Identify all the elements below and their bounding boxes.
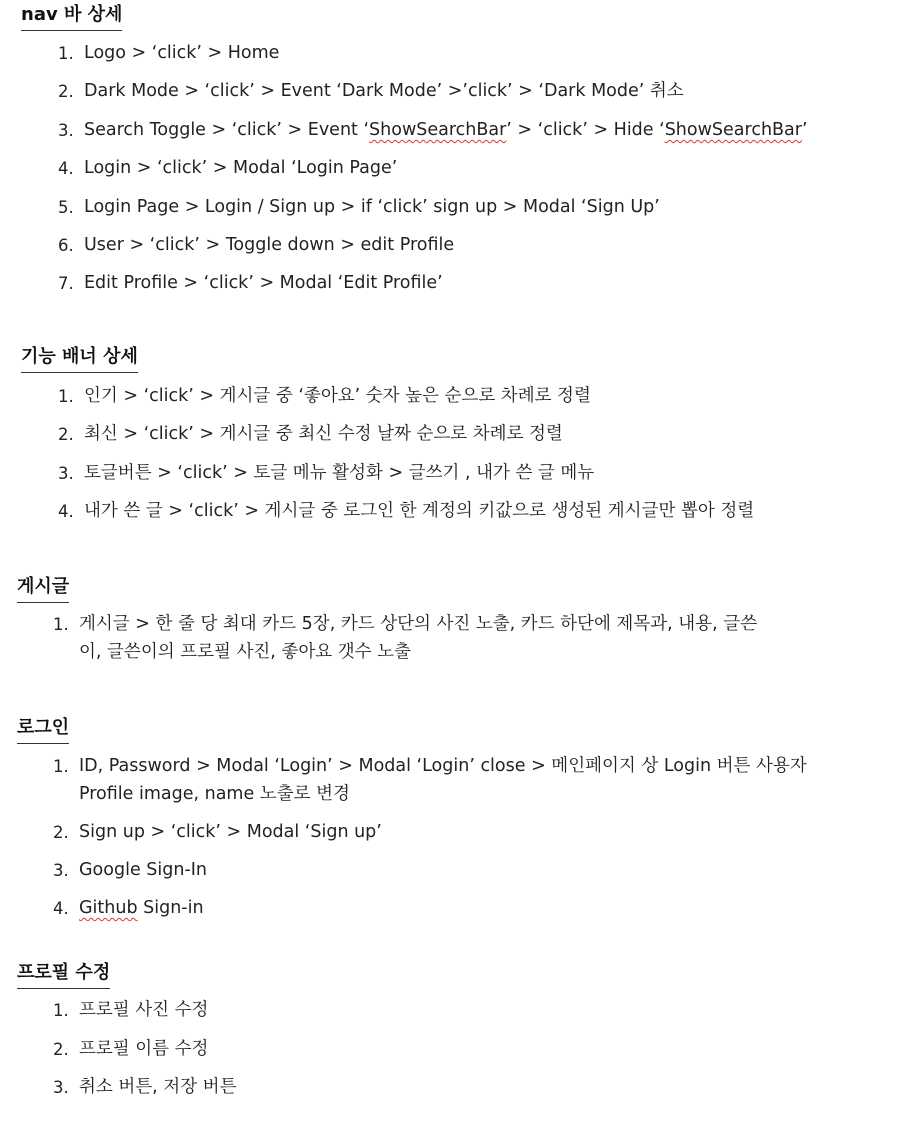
list-item: 2. Sign up > ‘click’ > Modal ‘Sign up’ xyxy=(53,822,382,842)
list-item: 3. 토글버튼 > ‘click’ > 토글 메뉴 활성화 > 글쓰기 , 내가 쓴 글 메뉴 xyxy=(58,463,595,483)
list-item: 5. Login Page > Login / Sign up > if ‘click’ sign up > Modal ‘Sign Up’ xyxy=(58,197,660,217)
list-item: 1. 인기 > ‘click’ > 게시글 중 ‘좋아요’ 숫자 높은 순으로 차례로 정렬 xyxy=(58,386,591,406)
posts-list xyxy=(53,610,757,666)
section-heading-login: 로그인 xyxy=(17,716,69,744)
spellcheck-word: Github xyxy=(79,898,138,918)
section-heading-feature-banner: 기능 배너 상세 xyxy=(21,345,138,373)
list-item: 4. Github Sign-in xyxy=(53,898,204,918)
list-item: 1. 게시글 > 한 줄 당 최대 카드 5장, 카드 상단의 사진 노출, 카드 하단에 제목과, 내용, 글쓴 이, 글쓴이의 프로필 사진, 좋아요 갯수 노출 xyxy=(53,614,758,662)
spellcheck-word: ShowSearchBar xyxy=(664,120,802,140)
list-item: 2. 최신 > ‘click’ > 게시글 중 최신 수정 날짜 순으로 차례로 정렬 xyxy=(58,424,563,444)
list-item: 1. Logo > ‘click’ > Home xyxy=(58,43,280,63)
list-item: 3. Search Toggle > ‘click’ > Event ‘ShowSearchBar’ > ‘click’ > Hide ‘ShowSearchBar’ xyxy=(58,120,808,140)
list-item: 2. Dark Mode > ‘click’ > Event ‘Dark Mode’ >’click’ > ‘Dark Mode’ 취소 xyxy=(58,81,684,101)
list-item: 7. Edit Profile > ‘click’ > Modal ‘Edit Profile’ xyxy=(58,273,443,293)
login-list xyxy=(53,752,807,932)
list-item: 6. User > ‘click’ > Toggle down > edit Profile xyxy=(58,235,455,255)
section-heading-profile-edit: 프로필 수정 xyxy=(17,961,110,989)
list-item: 1. ID, Password > Modal ‘Login’ > Modal ‘Login’ close > 메인페이지 상 Login 버튼 사용자 Profile image, name 노출로 변경 xyxy=(53,756,807,804)
nav-list xyxy=(58,39,808,307)
list-item: 4. Login > ‘click’ > Modal ‘Login Page’ xyxy=(58,158,398,178)
list-item: 3. 취소 버튼, 저장 버튼 xyxy=(53,1077,237,1097)
profile-edit-list xyxy=(53,996,237,1111)
feature-banner-list xyxy=(58,382,754,535)
list-item: 4. 내가 쓴 글 > ‘click’ > 게시글 중 로그인 한 계정의 키값으로 생성된 게시글만 뽑아 정렬 xyxy=(58,501,755,521)
list-item: 3. Google Sign-In xyxy=(53,860,208,880)
list-item: 2. 프로필 이름 수정 xyxy=(53,1039,209,1059)
list-item: 1. 프로필 사진 수정 xyxy=(53,1000,209,1020)
section-heading-nav: nav 바 상세 xyxy=(21,3,122,31)
section-heading-posts: 게시글 xyxy=(17,575,69,603)
spellcheck-word: ShowSearchBar xyxy=(369,120,507,140)
